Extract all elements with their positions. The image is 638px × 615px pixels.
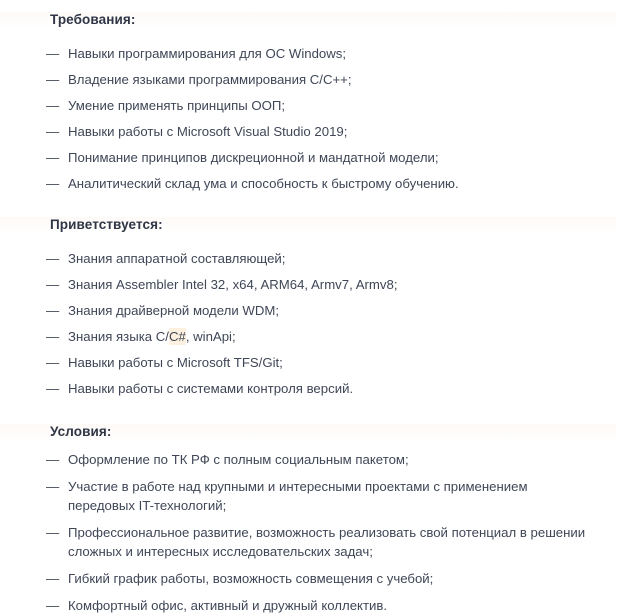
list-item-highlighted [0,327,616,346]
list-item [0,569,616,588]
list-item-text: Оформление по ТК РФ с полным социальным пакетом; [68,451,409,467]
dash-icon: — [46,524,60,540]
section-heading-conditions: Условия: [0,424,616,440]
requirements-list [0,44,616,193]
list-item-text: Навыки работы с Microsoft TFS/Git; [68,355,283,371]
list-item [0,301,616,320]
dash-icon: — [46,355,60,371]
section-heading-welcome: Приветствуется: [0,217,616,233]
list-item-text: Знания аппаратной составляющей; [68,251,286,267]
dash-icon: — [46,451,60,467]
list-item [0,353,616,372]
list-item-text: Навыки работы с системами контроля версий. [68,381,354,397]
list-item-text: Владение языками программирования C/C++; [68,72,352,88]
dash-icon: — [46,570,60,586]
list-item [0,148,616,167]
list-item [0,70,616,89]
dash-icon: — [46,98,60,114]
list-item-text: Аналитический склад ума и способность к быстрому обучению. [68,176,459,192]
list-item-text: Профессиональное развитие, возможность реализовать свой потенциал в решении сложных и интересных исследовательских задач; [68,524,586,559]
list-item [0,379,616,398]
dash-icon: — [46,277,60,293]
list-item-text: Комфортный офис, активный и дружный коллектив. [68,597,388,613]
conditions-list [0,450,616,615]
list-item-text: Умение применять принципы ООП; [68,98,286,114]
section-welcome [0,200,638,398]
list-item [0,523,616,561]
list-item [0,122,616,141]
dash-icon: — [46,329,60,345]
list-item-text: Участие в работе над крупными и интересными проектами с применением передовых IT-технологий; [68,478,528,513]
list-item-text: Понимание принципов дискреционной и мандатной модели; [68,150,439,166]
dash-icon: — [46,381,60,397]
list-item-text-suffix: , winApi; [185,329,236,345]
list-item [0,450,616,469]
section-conditions [0,405,638,614]
list-item-text: Знания драйверной модели WDM; [68,303,279,319]
list-item [0,477,616,515]
list-item [0,174,616,193]
dash-icon: — [46,72,60,88]
list-item [0,44,616,63]
dash-icon: — [46,46,60,62]
dash-icon: — [46,303,60,319]
list-item [0,96,616,115]
highlighted-term: C# [168,329,186,345]
list-item-text: Навыки программирования для ОС Windows; [68,46,347,62]
dash-icon: — [46,597,60,613]
list-item [0,596,616,615]
list-item-text-prefix: Знания языка C/ [68,329,169,345]
section-heading-requirements: Требования: [0,12,616,28]
welcome-list [0,249,616,398]
section-requirements [0,0,638,193]
list-item [0,249,616,268]
list-item [0,275,616,294]
dash-icon: — [46,176,60,192]
list-item-text: Знания Assembler Intel 32, x64, ARM64, Armv7, Armv8; [68,277,398,293]
dash-icon: — [46,124,60,140]
list-item-text: Навыки работы с Microsoft Visual Studio 2019; [68,124,348,140]
dash-icon: — [46,251,60,267]
list-item-text: Гибкий график работы, возможность совмещения с учебой; [68,570,434,586]
dash-icon: — [46,150,60,166]
dash-icon: — [46,478,60,494]
